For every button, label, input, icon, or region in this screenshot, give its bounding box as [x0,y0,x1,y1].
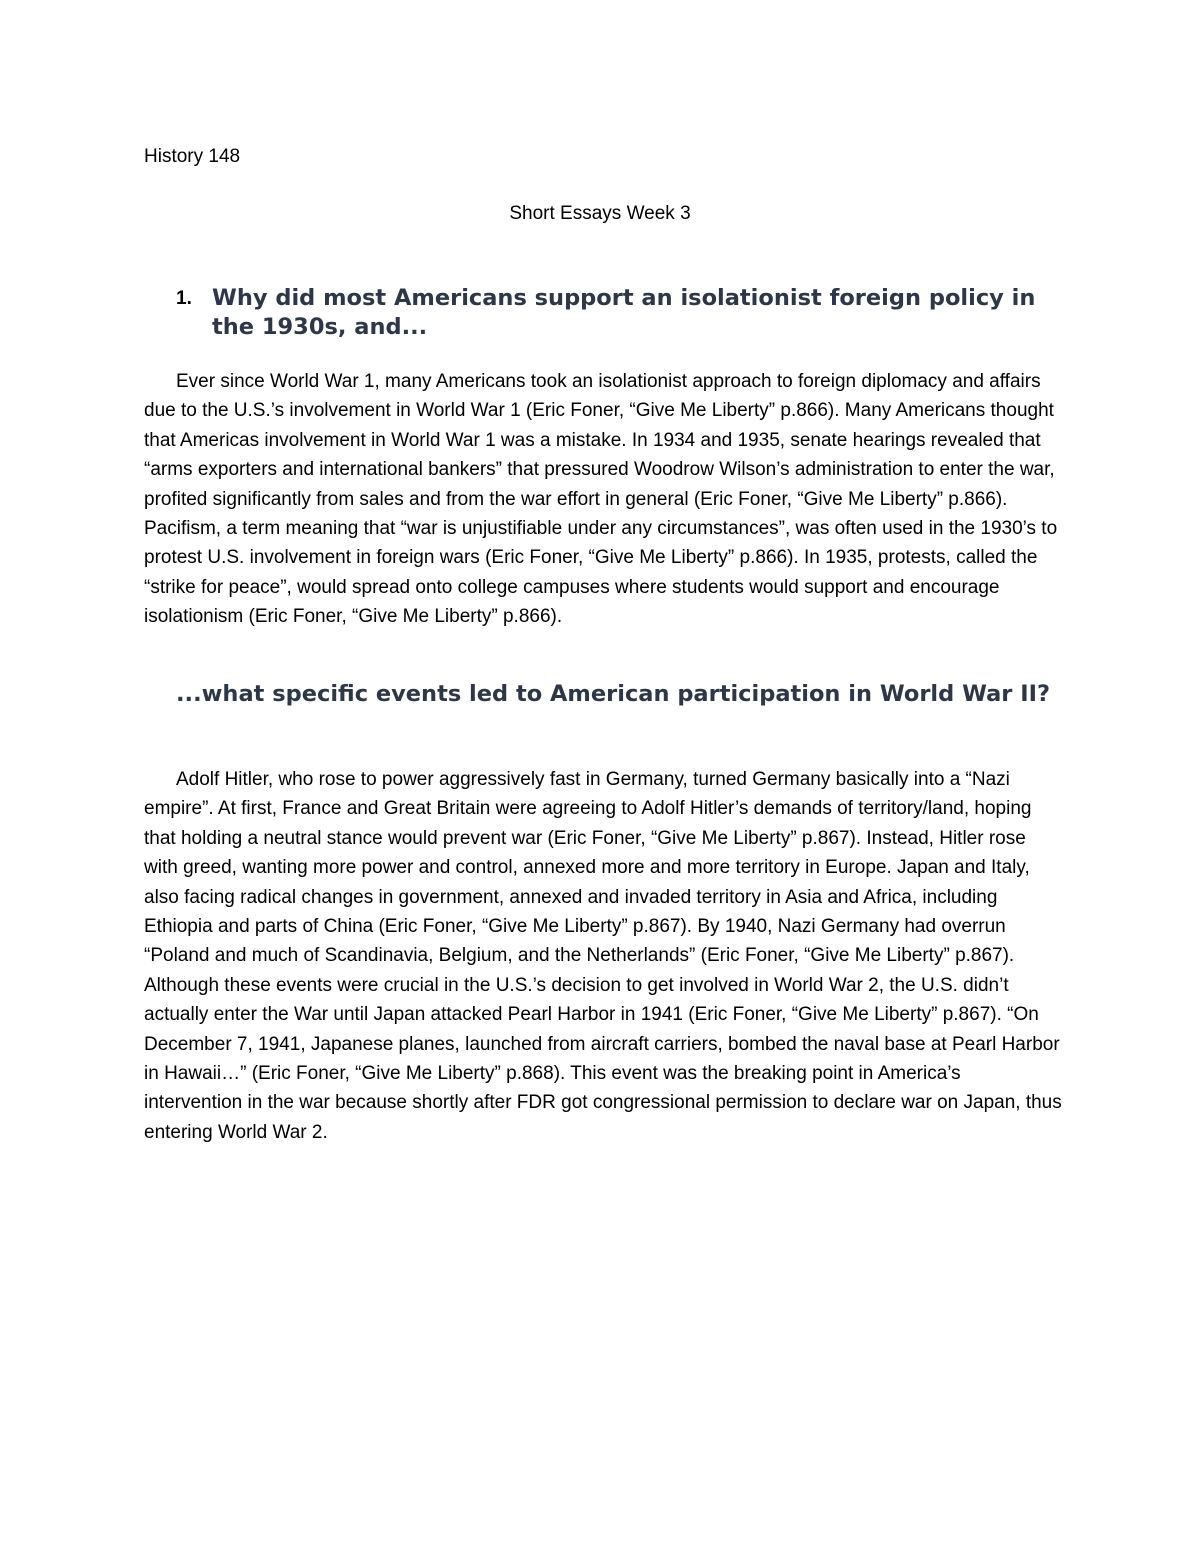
question-1-text: Why did most Americans support an isolationist foreign policy in the 1930s, and... [212,285,1036,340]
answer-2-paragraph: Adolf Hitler, who rose to power aggressively fast in Germany, turned Germany basically into a “Nazi empire”. At first, France and Great Britain were agreeing to Adolf Hitler’s demands of territory/land, hoping that holding a neutral stance would prevent war (Eric Foner, “Give Me Liberty” p.867). Instead, Hitler rose with greed, wanting more power and control, annexed more and more territory in Europe. Japan and Italy, also facing radical changes in government, annexed and invaded territory in Asia and Africa, including Ethiopia and parts of China (Eric Foner, “Give Me Liberty” p.867). By 1940, Nazi Germany had overrun “Poland and much of Scandinavia, Belgium, and the Netherlands” (Eric Foner, “Give Me Liberty” p.867). Although these events were crucial in the U.S.’s decision to get involved in World War 2, the U.S. didn’t actually enter the War until Japan attacked Pearl Harbor in 1941 (Eric Foner, “Give Me Liberty” p.867). “On December 7, 1941, Japanese planes, launched from aircraft carriers, bombed the naval base at Pearl Harbor in Hawaii…” (Eric Foner, “Give Me Liberty” p.868). This event was the breaking point in America’s intervention in the war because shortly after FDR got congressional permission to declare war on Japan, thus entering World War 2. [144,769,1062,1143]
document-title: Short Essays Week 3 [509,203,691,224]
answer-1-paragraph: Ever since World War 1, many Americans took an isolationist approach to foreign diplomacy and affairs due to the U.S.’s involvement in World War 1 (Eric Foner, “Give Me Liberty” p.866). Many Americans thought that Americas involvement in World War 1 was a mistake. In 1934 and 1935, senate hearings revealed that “arms exporters and international bankers” that pressured Woodrow Wilson’s administration to enter the war, profited significantly from sales and from the war effort in general (Eric Foner, “Give Me Liberty” p.866). Pacifism, a term meaning that “war is unjustifiable under any circumstances”, was often used in the 1930’s to protest U.S. involvement in foreign wars (Eric Foner, “Give Me Liberty” p.866). In 1935, protests, called the “strike for peace”, would spread onto college campuses where students would support and encourage isolationism (Eric Foner, “Give Me Liberty” p.866). [144,371,1058,628]
question-2 [144,680,1064,709]
question-2-text: ...what specific events led to American participation in World War II? [176,681,1050,707]
question-1-number: 1. [176,288,192,309]
course-label: History 148 [144,146,241,167]
